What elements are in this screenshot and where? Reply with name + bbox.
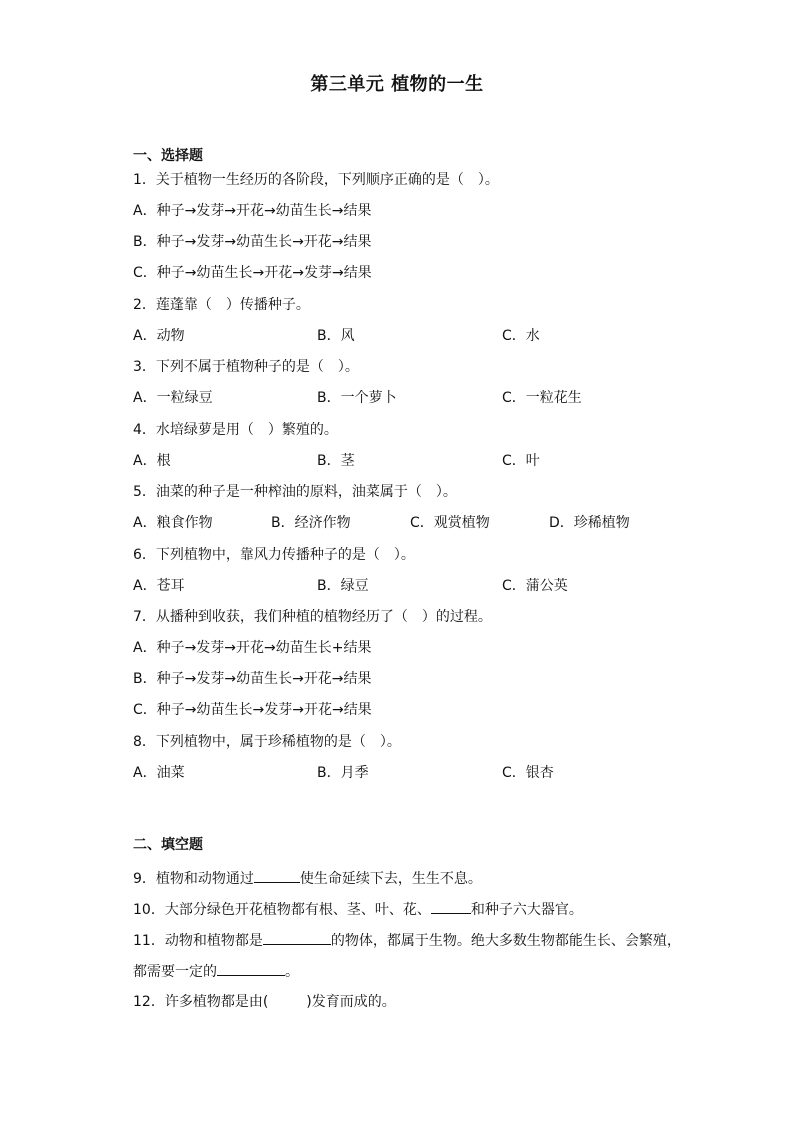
question-3-stem: 3．下列不属于植物种子的是（ ）。 bbox=[133, 359, 359, 375]
question-4-option-b: B．茎 bbox=[317, 453, 355, 469]
question-5-stem: 5．油菜的种子是一种榨油的原料，油菜属于（ ）。 bbox=[133, 484, 457, 500]
section-heading-fill: 二、填空题 bbox=[133, 837, 203, 853]
question-10-blank[interactable] bbox=[431, 899, 471, 914]
question-7-stem: 7．从播种到收获，我们种植的植物经历了（ ）的过程。 bbox=[133, 609, 492, 625]
question-11-line-2 bbox=[133, 961, 299, 982]
question-3-option-a: A．一粒绿豆 bbox=[133, 390, 213, 406]
question-12-text-before: 12．许多植物都是由( bbox=[133, 994, 269, 1010]
question-11-blank-2[interactable] bbox=[217, 961, 285, 976]
question-10 bbox=[133, 899, 583, 920]
question-4-option-c: C．叶 bbox=[502, 453, 540, 469]
question-8-option-b: B．月季 bbox=[317, 765, 369, 781]
question-3-option-b: B．一个萝卜 bbox=[317, 390, 397, 406]
question-7-option-b: B．种子→发芽→幼苗生长→开花→结果 bbox=[133, 671, 372, 687]
question-1-option-a: A．种子→发芽→开花→幼苗生长→结果 bbox=[133, 203, 372, 219]
question-11-blank-1[interactable] bbox=[263, 930, 331, 945]
question-10-text-before: 10．大部分绿色开花植物都有根、茎、叶、花、 bbox=[133, 902, 431, 918]
question-12-text-after: )发育而成的。 bbox=[306, 994, 396, 1010]
question-6-option-b: B．绿豆 bbox=[317, 578, 369, 594]
question-1-stem: 1．关于植物一生经历的各阶段，下列顺序正确的是（ ）。 bbox=[133, 172, 499, 188]
question-5-option-a: A．粮食作物 bbox=[133, 515, 213, 531]
question-4-option-a: A．根 bbox=[133, 453, 171, 469]
question-9 bbox=[133, 868, 482, 889]
question-6-option-a: A．苍耳 bbox=[133, 578, 185, 594]
question-1-option-c: C．种子→幼苗生长→开花→发芽→结果 bbox=[133, 265, 372, 281]
question-2-option-b: B．风 bbox=[317, 328, 355, 344]
question-11-line-2-text-before: 都需要一定的 bbox=[133, 964, 217, 980]
page-title: 第三单元 植物的一生 bbox=[310, 74, 484, 95]
question-2-option-c: C．水 bbox=[502, 328, 540, 344]
question-3-option-c: C．一粒花生 bbox=[502, 390, 582, 406]
question-5-option-c: C．观赏植物 bbox=[410, 515, 490, 531]
question-11-text-before: 11．动物和植物都是 bbox=[133, 933, 263, 949]
question-6-option-c: C．蒲公英 bbox=[502, 578, 568, 594]
question-7-option-a: A．种子→发芽→开花→幼苗生长+结果 bbox=[133, 640, 372, 656]
question-8-option-c: C．银杏 bbox=[502, 765, 554, 781]
question-9-blank[interactable] bbox=[254, 868, 300, 883]
question-11-text-middle: 的物体，都属于生物。绝大多数生物都能生长、会繁殖， bbox=[330, 933, 681, 949]
question-5-option-b: B．经济作物 bbox=[271, 515, 351, 531]
question-7-option-c: C．种子→幼苗生长→发芽→开花→结果 bbox=[133, 702, 372, 718]
question-4-stem: 4．水培绿萝是用（ ）繁殖的。 bbox=[133, 422, 338, 438]
question-12 bbox=[133, 992, 396, 1012]
question-2-stem: 2．莲蓬靠（ ）传播种子。 bbox=[133, 297, 310, 313]
question-10-text-after: 和种子六大器官。 bbox=[470, 902, 583, 918]
question-9-text-before: 9．植物和动物通过 bbox=[133, 871, 254, 887]
question-5-option-d: D．珍稀植物 bbox=[549, 515, 630, 531]
question-9-text-after: 使生命延续下去，生生不息。 bbox=[299, 871, 482, 887]
question-6-stem: 6．下列植物中，靠风力传播种子的是（ ）。 bbox=[133, 547, 415, 563]
question-8-option-a: A．油菜 bbox=[133, 765, 185, 781]
question-11-line-1 bbox=[133, 930, 681, 951]
question-11-line-2-text-after: 。 bbox=[285, 964, 299, 980]
question-1-option-b: B．种子→发芽→幼苗生长→开花→结果 bbox=[133, 234, 372, 250]
section-heading-choice: 一、选择题 bbox=[133, 148, 203, 164]
question-8-stem: 8．下列植物中，属于珍稀植物的是（ ）。 bbox=[133, 734, 401, 750]
question-2-option-a: A．动物 bbox=[133, 328, 185, 344]
